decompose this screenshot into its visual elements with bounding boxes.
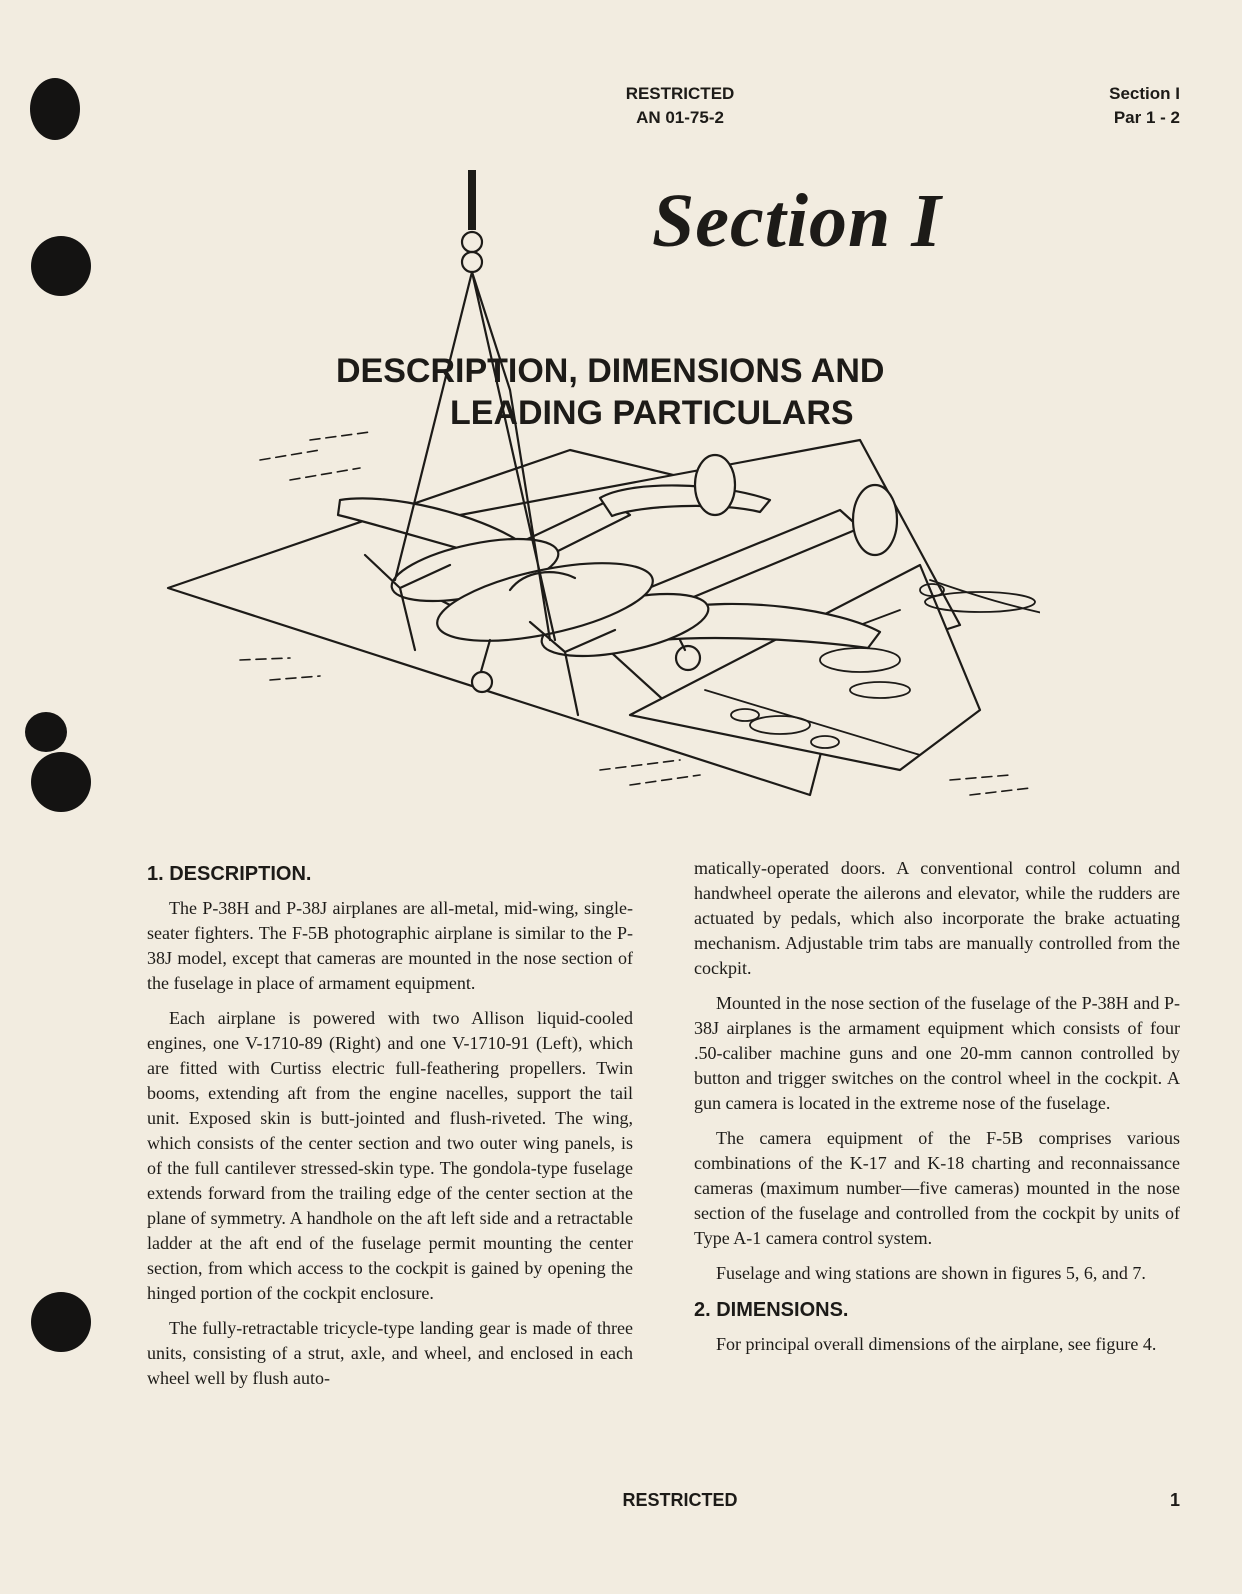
right-column [694, 856, 1180, 1367]
paragraph: Fuselage and wing stations are shown in figures 5, 6, and 7. [716, 1263, 1146, 1283]
punch-hole [30, 78, 80, 140]
paragraph-range: Par 1 - 2 [1113, 108, 1180, 127]
p38-illustration [160, 170, 1040, 810]
section-label: Section I [1109, 84, 1180, 103]
heading-line-1: DESCRIPTION, DIMENSIONS AND [336, 352, 885, 390]
dimensions-heading: 2. DIMENSIONS. [694, 1299, 849, 1321]
paragraph: Each airplane is powered with two Allison liquid-cooled engines, one V-1710-89 (Right) and one V-1710-91 (Left), which are fitted with Curtiss electric full-feathering propellers. Twin booms, extending aft from the engine nacelles, support the tail unit. Exposed skin is butt-jointed and flush-riveted. The wing, which consists of the center section and two outer wing panels, is of the full cantilever stressed-skin type. The gondola-type fuselage extends forward from the trailing edge of the center section at the plane of symmetry. A handhole on the aft left side and a retractable ladder at the aft end of the fuselage permit mounting the center section, from which access to the cockpit is gained by opening the hinged portion of the cockpit enclosure. [147, 1008, 633, 1303]
description-heading: 1. DESCRIPTION. [147, 863, 312, 885]
page-heading [336, 350, 1036, 434]
paragraph: For principal overall dimensions of the airplane, see figure 4. [716, 1334, 1157, 1354]
paragraph: Mounted in the nose section of the fuselage of the P-38H and P-38J airplanes is the armament equipment which consists of four .50-caliber machine guns and one 20-mm cannon controlled by button and trigger switches on the control wheel in the cockpit. A gun camera is located in the extreme nose of the fuselage. [694, 993, 1180, 1113]
left-column [147, 856, 633, 1401]
footer-restriction-label: RESTRICTED [622, 1490, 738, 1510]
page-header-center [560, 82, 800, 130]
document-number: AN 01-75-2 [636, 108, 724, 127]
heading-line-2: LEADING PARTICULARS [450, 394, 854, 432]
section-title: Section I [652, 179, 942, 263]
punch-hole [31, 752, 91, 812]
punch-hole [31, 236, 91, 296]
page-number: 1 [1169, 1490, 1180, 1510]
punch-hole [31, 1292, 91, 1352]
punch-hole [25, 712, 67, 752]
paragraph: The P-38H and P-38J airplanes are all-metal, mid-wing, single-seater fighters. The F-5B photographic airplane is similar to the P-38J model, except that cameras are mounted in the nose section of the fuselage in place of armament equipment. [147, 898, 633, 993]
paragraph: matically-operated doors. A conventional control column and handwheel operate the ailerons and elevator, while the rudders are actuated by pedals, which also incorporate the brake actuating mechanism. Adjustable trim tabs are manually controlled from the cockpit. [694, 858, 1180, 978]
paragraph: The fully-retractable tricycle-type landing gear is made of three units, consisting of a strut, axle, and wheel, and enclosed in each wheel well by flush auto- [147, 1318, 633, 1388]
restriction-label: RESTRICTED [625, 84, 735, 103]
paragraph: The camera equipment of the F-5B comprises various combinations of the K-17 and K-18 charting and reconnaissance cameras (maximum number—five cameras) mounted in the nose section of the fuselage and controlled from the cockpit by units of Type A-1 camera control system. [694, 1128, 1180, 1248]
page-header-right [1109, 82, 1180, 130]
